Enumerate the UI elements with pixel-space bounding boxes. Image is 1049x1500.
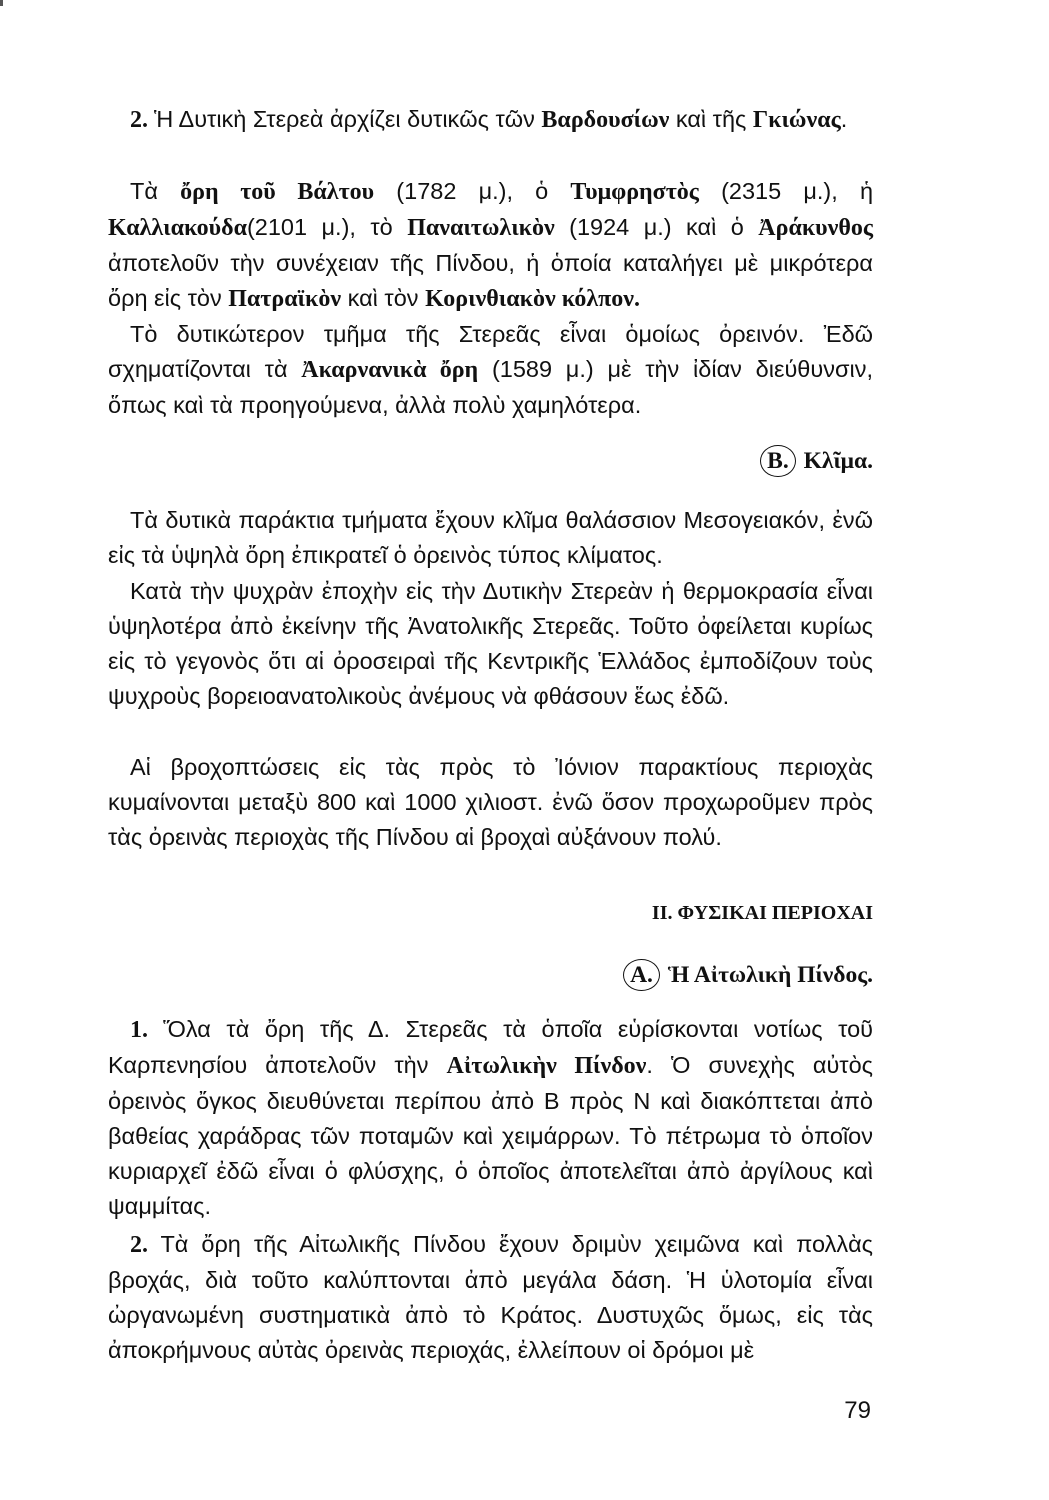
bold-term: Βαρδουσίων — [541, 107, 670, 133]
paragraph-4 — [108, 503, 873, 573]
bold-term: ὄρη τοῦ Βάλτου — [180, 179, 375, 205]
bold-term: Ἀκαρνανικὰ ὄρη — [301, 357, 479, 383]
text-run: . Ὁ συνεχὴς αὐτὸς ὀρεινὸς ὄγκος διευθύνεται περίπου ἀπὸ Β πρὸς Ν καὶ διακόπτεται ἀπὸ βαθείας χαράδρας τῶν ποταμῶν καὶ χειμάρρων. Τὸ πέτρωμα τὸ ὁποῖον κυριαρχεῖ ἐδῶ εἶναι ὁ φλύσχης, ὁ ὁποῖος ἀποτελεῖται ἀπὸ ἀργίλους καὶ ψαμμίτας. — [108, 1052, 873, 1219]
text-run: (1782 μ.), ὁ — [374, 178, 571, 204]
text-run: . — [840, 106, 848, 132]
bold-term: Αἰτωλικὴν Πίνδον — [446, 1053, 647, 1079]
text-run: Τὸ δυτικώτερον τμῆμα τῆς Στερεᾶς εἶναι ὁμοίως ὀρεινόν. Ἐδῶ σχηματίζονται τὰ — [108, 321, 873, 382]
text-run: καὶ τὸν — [341, 285, 426, 311]
heading-climate-title: Κλῖμα. — [803, 448, 873, 474]
text-run: Τὰ — [130, 178, 181, 204]
section-letter-a: Α. — [623, 959, 660, 991]
text-run: (2101 μ.), τὸ — [246, 214, 408, 240]
bold-term: Παναιτωλικὸν — [407, 215, 555, 241]
paragraph-3 — [108, 317, 873, 423]
heading-climate — [760, 444, 873, 479]
bold-term: 1. — [130, 1017, 164, 1043]
heading-physical-regions: II. ΦΥΣΙΚΑΙ ΠΕΡΙΟΧΑΙ — [651, 902, 873, 924]
paragraph-2 — [108, 174, 873, 317]
bold-term: 2. — [130, 1232, 161, 1258]
paragraph-6 — [108, 750, 873, 855]
bold-term: Τυμφρηστὸς — [570, 179, 699, 205]
text-run: Ὅλα τὰ ὄρη τῆς Δ. Στερεᾶς τὰ ὁποῖα εὑρίσκονται νοτίως τοῦ Καρπενησίου ἀποτελοῦν τὴν — [108, 1016, 874, 1078]
bold-term: Κορινθιακὸν κόλπον. — [425, 286, 640, 312]
section-letter-b: Β. — [760, 445, 796, 477]
scan-mark — [0, 0, 3, 6]
text-run: (1589 μ.) μὲ τὴν ἰδίαν διεύθυνσιν, ὅπως καὶ τὰ προηγούμενα, ἀλλὰ πολὺ χαμηλότερα. — [108, 356, 873, 418]
text-run: Κατὰ τὴν ψυχρὰν ἐποχὴν εἰς τὴν Δυτικὴν Στερεὰν ἡ θερμοκρασία εἶναι ὑψηλοτέρα ἀπὸ ἐκείνην τῆς Ἀνατολικῆς Στερεᾶς. Τοῦτο ὀφείλεται κυρίως εἰς τὸ γεγονὸς ὅτι αἱ ὀροσειραὶ τῆς Κεντρικῆς Ἑλλάδος ἐμποδίζουν τοὺς ψυχροὺς βορειοανατολικοὺς ἀνέμους νὰ φθάσουν ἕως ἐδῶ. — [108, 578, 873, 709]
heading-aitoliki-title: Ἡ Αἰτωλικὴ Πίνδος. — [667, 962, 873, 988]
text-run: ἀποτελοῦν τὴν συνέχειαν τῆς Πίνδου, ἡ ὁποία καταλήγει μὲ μικρότερα ὄρη εἰς τὸν — [108, 250, 873, 311]
text-run: Αἱ βροχοπτώσεις εἰς τὰς πρὸς τὸ Ἰόνιον παρακτίους περιοχὰς κυμαίνονται μεταξὺ 800 καὶ 1000 χιλιοστ. ἐνῶ ὅσον προχωροῦμεν πρὸς τὰς ὀρεινὰς περιοχὰς τῆς Πίνδου αἱ βροχαὶ αὐξάνουν πολύ. — [108, 754, 873, 850]
paragraph-7 — [108, 1012, 873, 1224]
bold-term: Ἀράκυνθος — [758, 215, 874, 241]
bold-term: Καλλιακούδα — [108, 215, 247, 241]
text-run: καὶ τῆς — [669, 106, 753, 132]
text-run: Τὰ δυτικὰ παράκτια τμήματα ἔχουν κλῖμα θαλάσσιον Μεσογειακόν, ἐνῶ εἰς τὰ ὑψηλὰ ὄρη ἐπικρατεῖ ὁ ὀρεινὸς τύπος κλίματος. — [108, 507, 873, 568]
bold-term: Γκιώνας — [752, 107, 841, 133]
text-run: Ἡ Δυτικὴ Στερεὰ ἀρχίζει δυτικῶς τῶν — [154, 106, 542, 132]
bold-term: Πατραϊκὸν — [228, 286, 342, 312]
heading-aitoliki-pindos — [623, 958, 873, 993]
text-run: Τὰ ὄρη τῆς Αἰτωλικῆς Πίνδου ἔχουν δριμὺν χειμῶνα καὶ πολλὰς βροχάς, διὰ τοῦτο καλύπτονται ἀπὸ μεγάλα δάση. Ἡ ὑλοτομία εἶναι ὠργανωμένη συστηματικὰ ἀπὸ τὸ Κράτος. Δυστυχῶς ὅμως, εἰς τὰς ἀποκρήμνους αὐτὰς ὀρεινὰς περιοχάς, ἐλλείπουν οἱ δρόμοι μὲ — [108, 1231, 873, 1363]
page-number: 79 — [844, 1397, 871, 1424]
text-run: (1924 μ.) καὶ ὁ — [554, 214, 759, 240]
text-run: (2315 μ.), ἡ — [698, 178, 874, 204]
paragraph-5 — [108, 574, 873, 714]
bold-term: 2. — [130, 107, 154, 133]
paragraph-8 — [108, 1227, 873, 1368]
paragraph-1 — [108, 102, 873, 138]
